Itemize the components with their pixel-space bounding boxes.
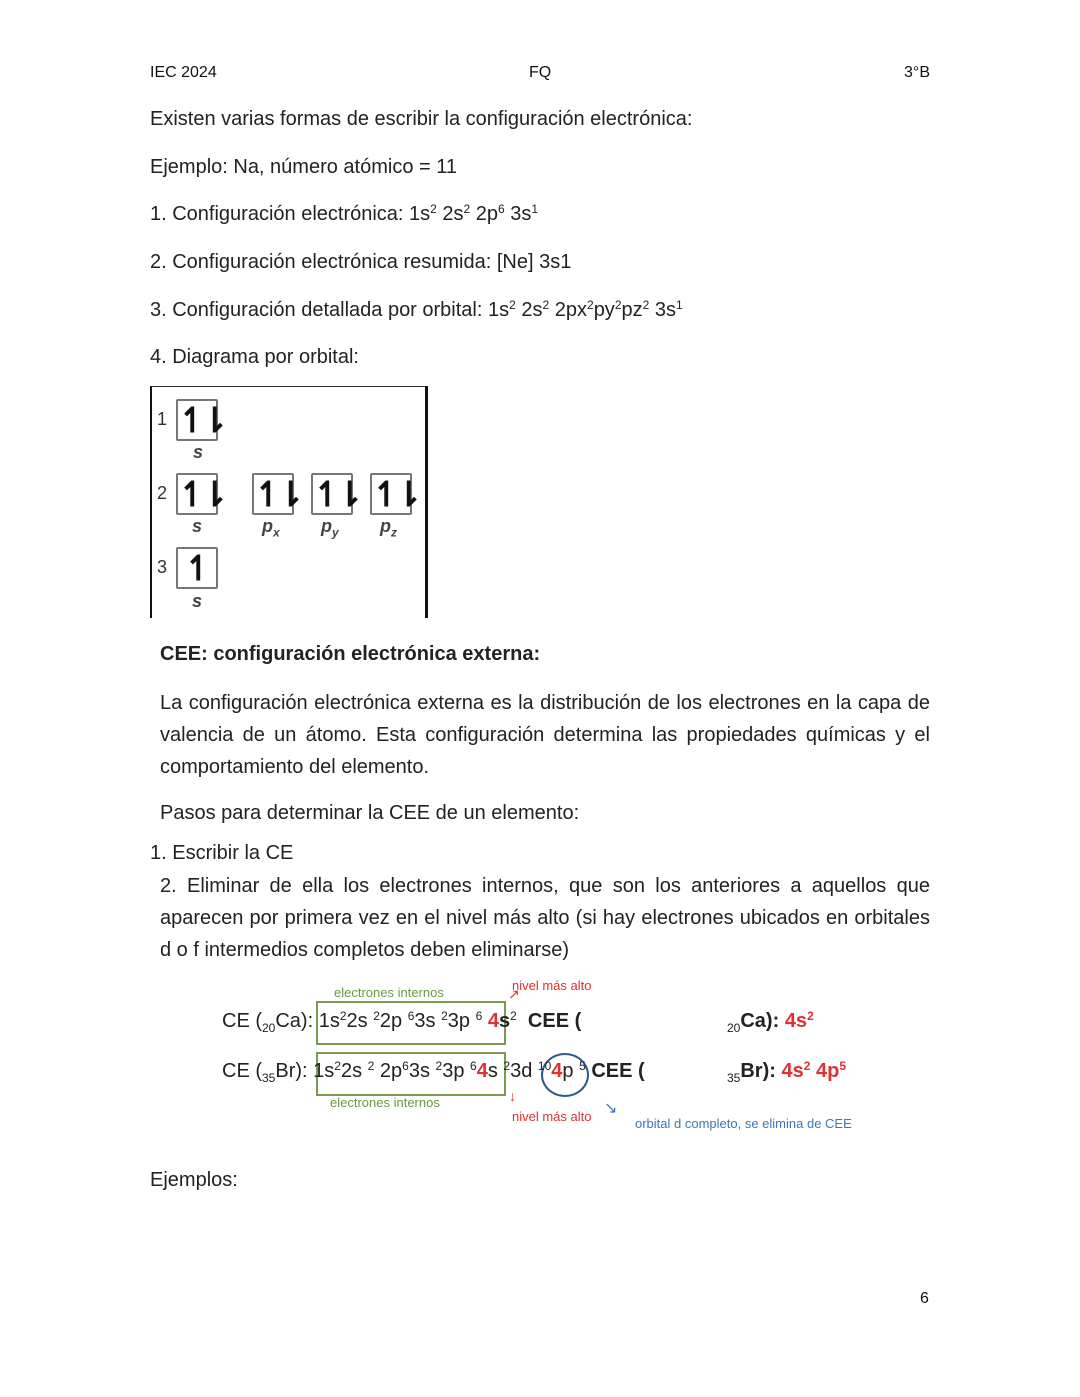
header-right: 3°B <box>904 64 930 81</box>
superscript: 2 <box>542 298 550 312</box>
config-item-4: 4. Diagrama por orbital: <box>150 346 359 368</box>
superscript: 1 <box>676 298 683 312</box>
text-segment: 1 <box>157 409 168 429</box>
orbital-2px: ↿⇂ <box>252 473 294 515</box>
text-segment: 1s <box>313 1060 335 1082</box>
text-segment: s <box>487 1060 504 1082</box>
text-segment: 1. Configuración electrónica: <box>150 203 410 225</box>
intro-text: Existen varias formas de escribir la configuración electrónica: <box>150 108 693 130</box>
text-segment: Br): <box>740 1060 776 1082</box>
superscript: 2 <box>642 298 650 312</box>
text-segment: p <box>562 1060 580 1082</box>
text-segment: 3s <box>504 203 532 225</box>
subscript: x <box>273 525 280 540</box>
examples-heading: Ejemplos: <box>150 1169 238 1191</box>
superscript: 2 <box>803 1059 811 1073</box>
text-segment: Ca): <box>275 1010 314 1032</box>
text-segment: s <box>192 516 203 536</box>
superscript: 2 <box>509 298 516 312</box>
superscript: 5 <box>579 1059 586 1073</box>
text-segment: p <box>262 516 273 536</box>
orbital-diagram <box>150 386 428 618</box>
text-segment: CE ( <box>222 1060 262 1082</box>
text-segment: 2s <box>436 203 464 225</box>
step-1: 1. Escribir la CE <box>150 842 294 864</box>
text-segment: Ca): <box>740 1010 780 1032</box>
cee-heading: CEE: configuración electrónica externa: <box>160 643 541 665</box>
text-segment: nivel más alto <box>512 978 592 993</box>
text-segment: 1s <box>409 203 431 225</box>
text-segment: 2p <box>470 203 499 225</box>
text-segment: 2s <box>346 1010 374 1032</box>
superscript: 1 <box>531 202 539 216</box>
orbital-2py: ↿⇂ <box>311 473 353 515</box>
text-segment: 3d <box>510 1060 538 1082</box>
superscript: 2 <box>463 202 471 216</box>
text-segment: 4p <box>810 1060 840 1082</box>
cee-bromine-result <box>727 1060 846 1085</box>
text-segment <box>380 516 397 540</box>
text-segment: CEE ( <box>591 1060 645 1082</box>
text-segment: 3s <box>408 1060 436 1082</box>
text-segment: 2px <box>549 299 587 321</box>
text-segment: electrones internos <box>330 1095 440 1110</box>
subscript: 20 <box>727 1021 741 1035</box>
text-segment: CE ( <box>222 1010 262 1032</box>
text-segment: pz <box>621 299 643 321</box>
text-segment: 1s <box>318 1010 340 1032</box>
text-segment: electrones internos <box>334 985 444 1000</box>
page-number: 6 <box>920 1290 929 1307</box>
text-segment: 4s <box>784 1010 808 1032</box>
text-segment: 4 <box>551 1060 563 1082</box>
text-segment: CEE ( <box>527 1010 582 1032</box>
text-segment: 3. Configuración detallada por orbital: <box>150 299 488 321</box>
text-segment: s <box>498 1010 511 1032</box>
cee-paragraph: La configuración electrónica externa es la distribución de los electrones en la capa de valencia de un átomo. Esta configuración determina las propiedades químicas y el comportamiento del elemento. <box>160 692 930 778</box>
superscript: 2 <box>807 1009 814 1023</box>
text-segment: 2 <box>157 483 168 503</box>
subscript: z <box>391 525 397 540</box>
header-left: IEC 2024 <box>150 64 217 81</box>
ce-calcium <box>222 1010 581 1035</box>
text-segment: py <box>593 299 615 321</box>
text-segment: 3 <box>157 557 168 577</box>
text-segment: p <box>380 516 391 536</box>
superscript: 5 <box>839 1059 846 1073</box>
text-segment: 3s <box>649 299 676 321</box>
ce-bromine <box>222 1060 645 1085</box>
text-segment: ↘ <box>604 1100 618 1117</box>
superscript: 10 <box>537 1059 552 1073</box>
orbital-1s: ↿⇂ <box>176 399 218 441</box>
text-segment: 4 <box>487 1010 499 1032</box>
superscript: 2 <box>614 298 622 312</box>
text-segment: 4s <box>781 1060 804 1082</box>
subscript: y <box>332 525 339 540</box>
superscript: 2 <box>430 202 437 216</box>
text-segment: ↗ <box>508 986 520 1002</box>
text-segment: 2p <box>379 1010 408 1032</box>
superscript: 2 <box>435 1059 443 1073</box>
orbital-3s: ↿ <box>176 547 218 589</box>
superscript: 2 <box>587 298 594 312</box>
superscript: 2 <box>441 1009 448 1023</box>
superscript: 6 <box>402 1059 409 1073</box>
text-segment: 3p <box>442 1060 471 1082</box>
text-segment: s <box>193 442 204 462</box>
text-segment: 2p <box>374 1060 403 1082</box>
text-segment <box>262 516 280 540</box>
superscript: 2 <box>367 1059 375 1073</box>
text-segment: ↓ <box>509 1088 516 1104</box>
text-segment: 2s <box>515 299 543 321</box>
superscript: 2 <box>373 1009 380 1023</box>
text-segment: s <box>192 591 203 611</box>
text-segment: 3p <box>447 1010 476 1032</box>
superscript: 2 <box>339 1009 347 1023</box>
subscript: 35 <box>727 1071 741 1085</box>
superscript: 6 <box>498 202 505 216</box>
text-segment: 3s <box>414 1010 442 1032</box>
config-item-1 <box>150 203 538 226</box>
text-segment: p <box>321 516 332 536</box>
text-segment: 1s <box>488 299 510 321</box>
text-segment: nivel más alto <box>512 1109 592 1124</box>
orbital-2s: ↿⇂ <box>176 473 218 515</box>
config-item-3 <box>150 299 683 322</box>
cee-calcium-result <box>727 1010 814 1035</box>
text-segment: Br): <box>275 1060 308 1082</box>
text-segment: 2s <box>340 1060 368 1082</box>
subscript: 35 <box>262 1071 276 1085</box>
subscript: 20 <box>262 1021 276 1035</box>
superscript: 6 <box>407 1009 415 1023</box>
config-item-2: 2. Configuración electrónica resumida: [Ne] 3s1 <box>150 251 572 273</box>
steps-title: Pasos para determinar la CEE de un elemento: <box>160 802 580 824</box>
text-segment: orbital d completo, se elimina de CEE <box>635 1116 852 1131</box>
superscript: 2 <box>510 1009 517 1023</box>
header-center: FQ <box>529 64 552 81</box>
superscript: 2 <box>503 1059 511 1073</box>
superscript: 6 <box>470 1059 477 1073</box>
text-segment <box>321 516 339 540</box>
superscript: 6 <box>475 1009 483 1023</box>
step-2: 2. Eliminar de ella los electrones internos, que son los anteriores a aquellos que aparecen por primera vez en el nivel más alto (si hay electrones ubicados en orbitales d o f intermedios completos deben eliminarse) <box>160 875 930 961</box>
text-segment: 4 <box>476 1060 488 1082</box>
superscript: 2 <box>334 1059 341 1073</box>
example-text: Ejemplo: Na, número atómico = 11 <box>150 156 458 178</box>
orbital-2pz: ↿⇂ <box>370 473 412 515</box>
